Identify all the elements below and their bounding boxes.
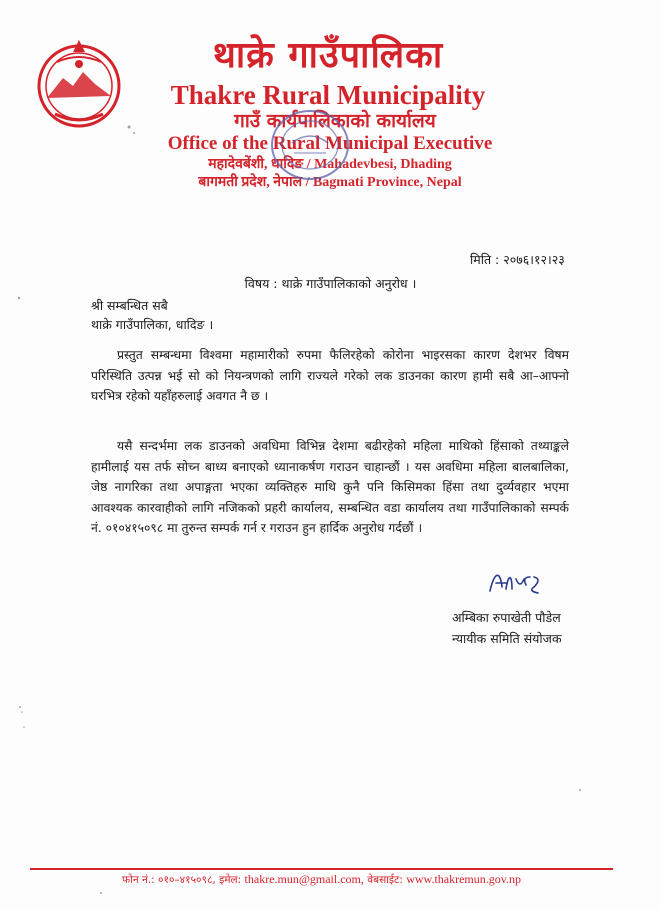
handwritten-signature bbox=[486, 565, 556, 597]
footer-website-label: वेबसाईट: bbox=[367, 874, 403, 886]
body-paragraph-1 bbox=[91, 345, 569, 407]
address-line-1: महादेवबेंशी, धादिङ / Mahadevbesi, Dhading bbox=[208, 157, 452, 172]
footer-divider bbox=[30, 868, 613, 870]
signatory-name: अम्बिका रुपाखेती पौडेल bbox=[452, 610, 561, 625]
letter-subject: विषय : थाक्रे गाउँपालिकाको अनुरोध । bbox=[244, 276, 417, 291]
official-stamp bbox=[262, 103, 358, 187]
municipality-name-nepali: थाक्रे गाउँपालिका bbox=[212, 35, 444, 76]
office-name-english: Office of the Rural Municipal Executive bbox=[167, 133, 493, 154]
footer-contact bbox=[30, 872, 613, 887]
nepal-emblem-logo bbox=[33, 34, 125, 134]
municipality-name-english: Thakre Rural Municipality bbox=[170, 80, 486, 110]
letter-date: मिति : २०७६।१२।२३ bbox=[470, 252, 565, 267]
office-name-nepali: गाउँ कार्यपालिकाको कार्यालय bbox=[234, 110, 436, 132]
body-paragraph-2 bbox=[91, 436, 569, 539]
address-line-2: बागमती प्रदेश, नेपाल / Bagmati Province, Nepal bbox=[198, 175, 462, 190]
paragraph-text: प्रस्तुत सम्बन्धमा विश्वमा महामारीको रुपमा फैलिरहेको कोरोना भाइरसका कारण देशभर विषम परिस्थिति उत्पन्न भई सो को नियन्त्रणको लागि राज्यले गरेको लक डाउनका कारण हामी सबै आ–आफ्नो घरभित्र रहेको यहाँहरुलाई अवगत नै छ । bbox=[91, 348, 569, 403]
signatory-title: न्यायीक समिति संयोजक bbox=[452, 631, 562, 646]
recipient-line-1: श्री सम्बन्धित सबै bbox=[91, 298, 168, 313]
footer-phone: फोन नं.: ०१०–४१५०९८, bbox=[122, 874, 216, 886]
recipient-line-2: थाक्रे गाउँपालिका, धादिङ । bbox=[91, 317, 214, 332]
paragraph-text: यसै सन्दर्भमा लक डाउनको अवधिमा विभिन्न देशमा बढीरहेको महिला माथिको हिंसाको तथ्याङ्कले हामीलाई यस तर्फ सोच्न बाध्य बनाएको ध्यानाकर्षण गराउन चाहान्छौं । यस अवधिमा महिला बालबालिका, जेष्ठ नागरिका तथा अपाङ्गता भएका व्यक्तिहरु माथि कुनै पनि किसिमका हिंसा तथा दुर्व्यवहार भएमा आवश्यक कारवाहीको लागि नजिकको प्रहरी कार्यालय, सम्बन्धित वडा कार्यालय तथा गाउँपालिकाको सम्पर्क नं. ०१०४१५०९८ मा तुरुन्त सम्पर्क गर्न र गराउन हुन हार्दिक अनुरोध गर्दछौं । bbox=[91, 439, 569, 535]
footer-email-link[interactable]: thakre.mun@gmail.com, bbox=[244, 872, 364, 886]
footer-website-link[interactable]: www.thakremun.gov.np bbox=[406, 872, 521, 886]
footer-email-label: इमेल: bbox=[219, 874, 242, 886]
